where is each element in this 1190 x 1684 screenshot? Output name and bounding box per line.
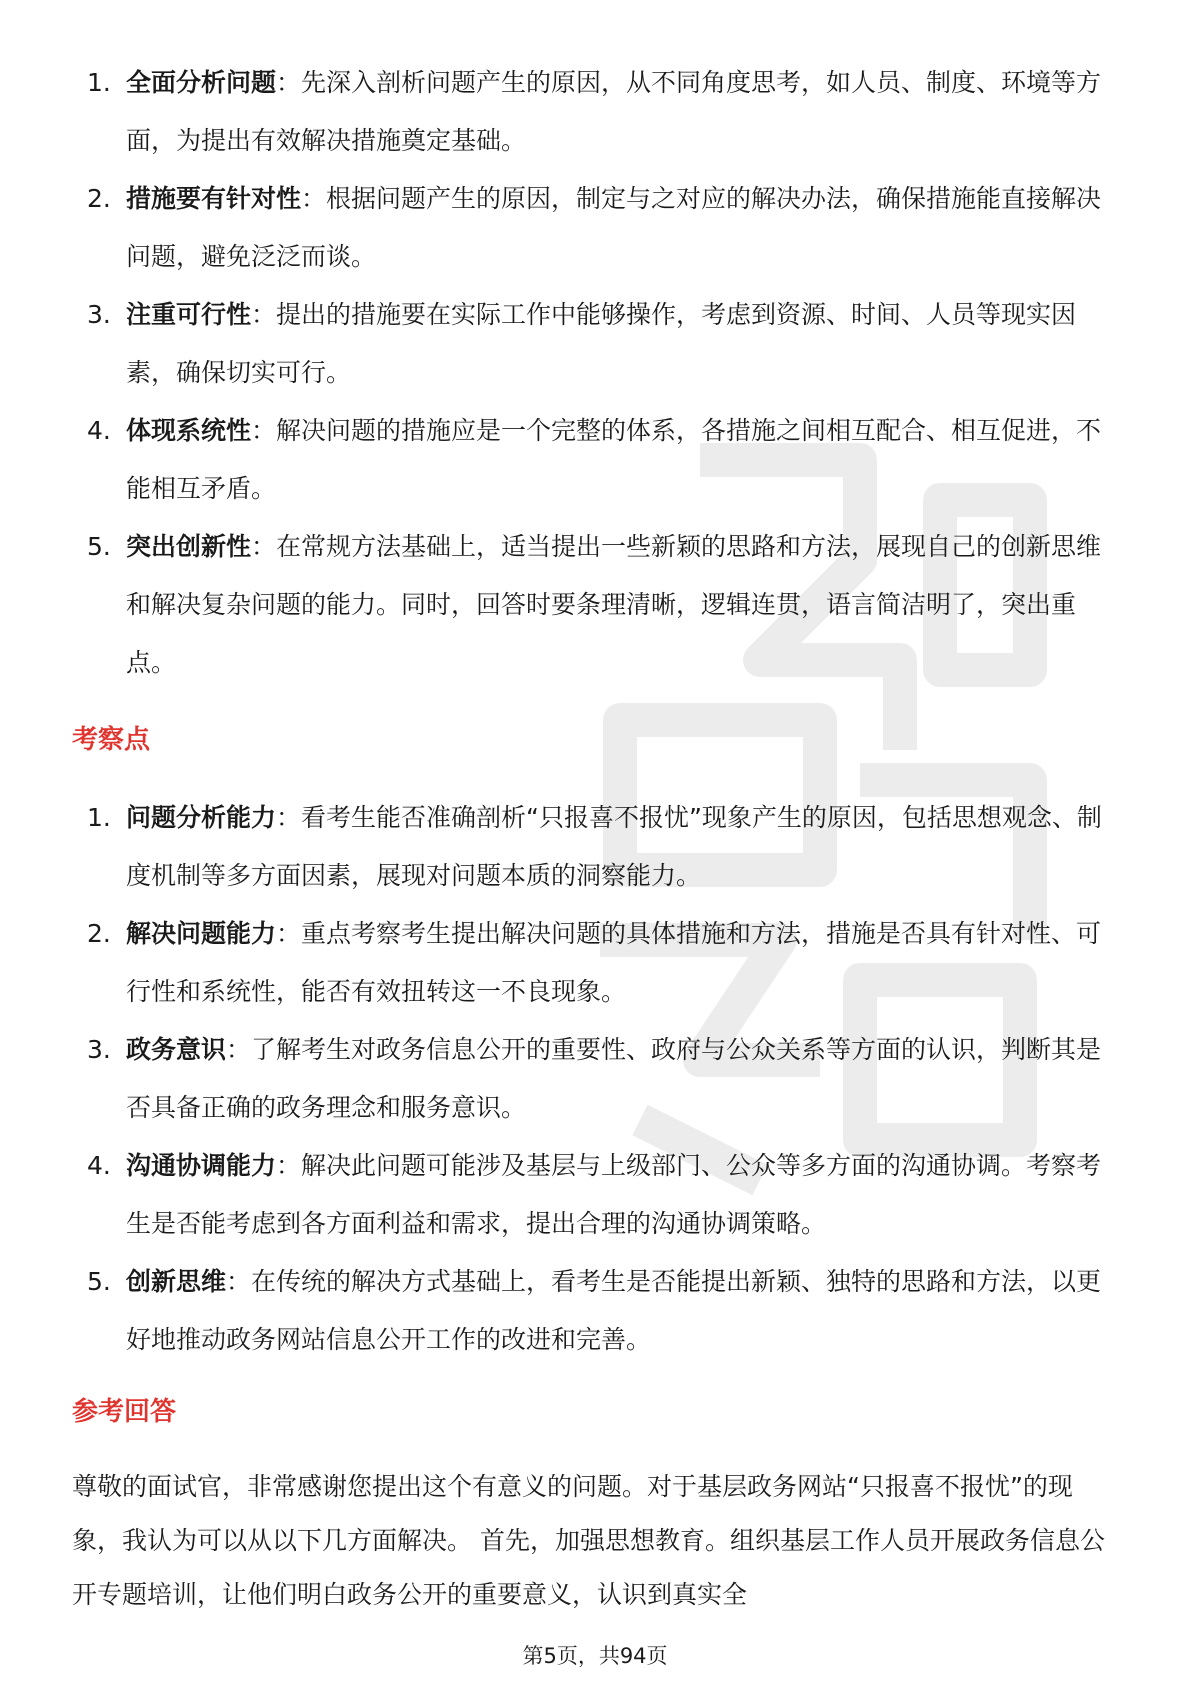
item-number: 3. (87, 1035, 111, 1064)
item-number: 4. (87, 416, 111, 445)
list-item (0, 170, 1190, 286)
item-text: ：看考生能否准确剖析“只报喜不报忧”现象产生的原因，包括思想观念、制度机制等多方面因素，展现对问题本质的洞察能力。 (126, 803, 1102, 890)
item-term: 解决问题能力 (126, 919, 277, 948)
page-number-footer: 第5页，共94页 (522, 1644, 668, 1668)
item-number: 1. (87, 68, 111, 97)
list-item (0, 905, 1190, 1021)
item-term: 体现系统性 (126, 416, 252, 445)
item-term: 突出创新性 (126, 532, 252, 561)
list-item (0, 789, 1190, 905)
item-text: ：解决问题的措施应是一个完整的体系，各措施之间相互配合、相互促进，不能相互矛盾。 (126, 416, 1102, 503)
list-item (0, 54, 1190, 170)
reference-answer-paragraph: 尊敬的面试官，非常感谢您提出这个有意义的问题。对于基层政务网站“只报喜不报忧”的现象，我认为可以从以下几方面解决。 首先，加强思想教育。组织基层工作人员开展政务信息公开专题培训，让他们明白政务公开的重要意义，认识到真实全 (72, 1472, 1105, 1609)
item-term: 创新思维 (126, 1267, 227, 1296)
item-term: 全面分析问题 (126, 68, 277, 97)
section-heading-assessment: 考察点 (72, 725, 151, 755)
item-number: 2. (87, 919, 111, 948)
item-text: ：先深入剖析问题产生的原因，从不同角度思考，如人员、制度、环境等方面，为提出有效解决措施奠定基础。 (126, 68, 1102, 155)
item-number: 1. (87, 803, 111, 832)
item-text: ：根据问题产生的原因，制定与之对应的解决办法，确保措施能直接解决问题，避免泛泛而谈。 (126, 184, 1102, 271)
assessment-points-list (0, 789, 1190, 1369)
principles-list (0, 54, 1190, 692)
item-term: 政务意识 (126, 1035, 227, 1064)
item-text: ：在常规方法基础上，适当提出一些新颖的思路和方法，展现自己的创新思维和解决复杂问题的能力。同时，回答时要条理清晰，逻辑连贯，语言简洁明了，突出重点。 (126, 532, 1102, 677)
item-text: ：解决此问题可能涉及基层与上级部门、公众等多方面的沟通协调。考察考生是否能考虑到各方面利益和需求，提出合理的沟通协调策略。 (126, 1151, 1102, 1238)
item-term: 沟通协调能力 (126, 1151, 277, 1180)
item-text: ：重点考察考生提出解决问题的具体措施和方法，措施是否具有针对性、可行性和系统性，能否有效扭转这一不良现象。 (126, 919, 1102, 1006)
item-number: 3. (87, 300, 111, 329)
item-text: ：在传统的解决方式基础上，看考生是否能提出新颖、独特的思路和方法，以更好地推动政务网站信息公开工作的改进和完善。 (126, 1267, 1102, 1354)
item-term: 问题分析能力 (126, 803, 277, 832)
list-item (0, 402, 1190, 518)
section-heading-reference-answer: 参考回答 (72, 1397, 177, 1427)
list-item (0, 1021, 1190, 1137)
list-item (0, 1137, 1190, 1253)
list-item (0, 518, 1190, 692)
item-number: 2. (87, 184, 111, 213)
item-text: ：提出的措施要在实际工作中能够操作，考虑到资源、时间、人员等现实因素，确保切实可行。 (126, 300, 1077, 387)
item-number: 4. (87, 1151, 111, 1180)
item-text: ：了解考生对政务信息公开的重要性、政府与公众关系等方面的认识，判断其是否具备正确的政务理念和服务意识。 (126, 1035, 1102, 1122)
list-item (0, 286, 1190, 402)
item-number: 5. (87, 1267, 111, 1296)
item-number: 5. (87, 532, 111, 561)
item-term: 措施要有针对性 (126, 184, 302, 213)
list-item (0, 1253, 1190, 1369)
item-term: 注重可行性 (126, 300, 252, 329)
